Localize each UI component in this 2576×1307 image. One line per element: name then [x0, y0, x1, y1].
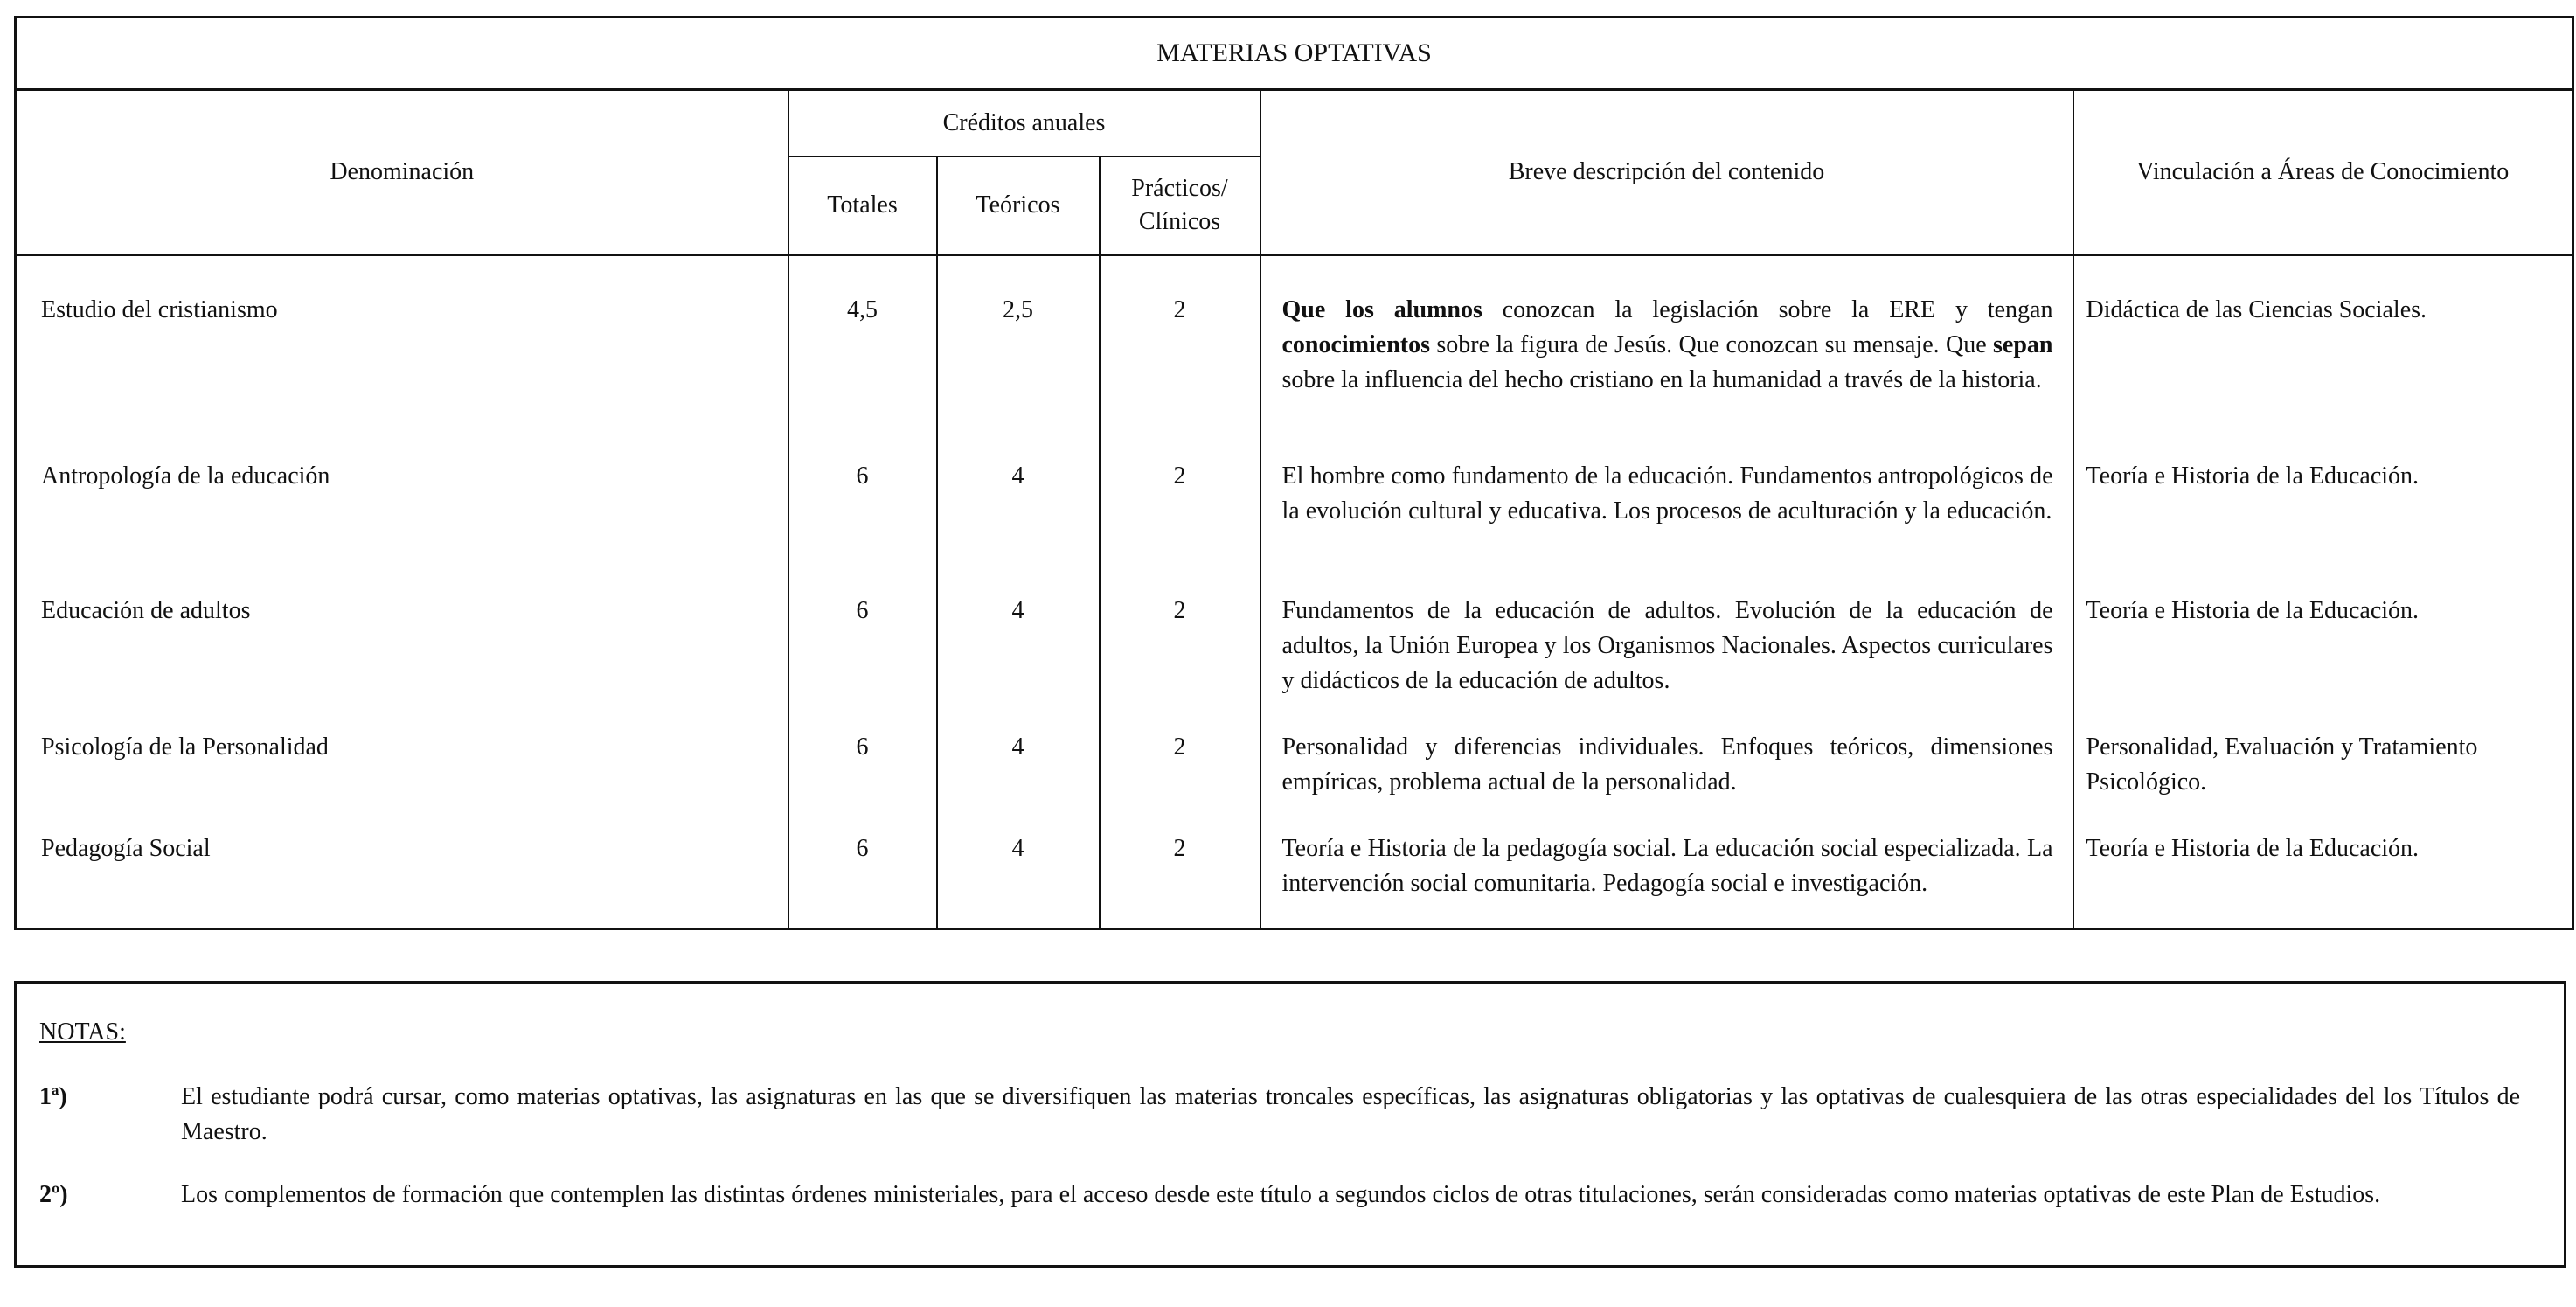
- credits-totales: 6: [788, 699, 937, 800]
- note-text: El estudiante podrá cursar, como materias optativas, las asignaturas en las que se diversifiquen las materias troncales específicas, las asignaturas obligatorias y las optativas de cualesquiera de las otras especialidades del los Títulos de Maestro.: [181, 1083, 2520, 1145]
- desc-bold-3: sepan: [1993, 330, 2053, 358]
- notes-title: NOTAS:: [39, 1018, 126, 1046]
- table-title: MATERIAS OPTATIVAS: [16, 17, 2573, 90]
- header-creditos-anuales: Créditos anuales: [788, 90, 1260, 157]
- credits-totales: 6: [788, 429, 937, 562]
- note-number: 1ª): [39, 1083, 67, 1110]
- desc-part-1: conozcan la legislación sobre la ERE y tengan: [1482, 295, 2053, 323]
- credits-practicos: 2: [1100, 699, 1260, 800]
- table-row: [16, 429, 2573, 562]
- subject-description: Personalidad y diferencias individuales. Enfoques teóricos, dimensiones empíricas, problema actual de la personalidad.: [1260, 699, 2073, 800]
- knowledge-area: Teoría e Historia de la Educación.: [2073, 800, 2573, 929]
- credits-practicos: 2: [1100, 429, 1260, 562]
- notes-box: [14, 981, 2566, 1268]
- desc-bold-2: conocimientos: [1281, 330, 1431, 358]
- note-item: [39, 1178, 2520, 1213]
- credits-practicos: 2: [1100, 562, 1260, 699]
- credits-teoricos: 4: [937, 429, 1100, 562]
- subject-name: Psicología de la Personalidad: [16, 699, 788, 800]
- subject-name: Educación de adultos: [16, 562, 788, 699]
- desc-part-2: sobre la figura de Jesús. Que conozcan su mensaje. Que: [1430, 330, 1994, 358]
- table-row: [16, 255, 2573, 430]
- desc-bold-1: Que los alumnos: [1281, 295, 1482, 323]
- knowledge-area: Didáctica de las Ciencias Sociales.: [2073, 255, 2573, 430]
- knowledge-area: Teoría e Historia de la Educación.: [2073, 429, 2573, 562]
- credits-practicos: 2: [1100, 800, 1260, 929]
- credits-practicos: 2: [1100, 255, 1260, 430]
- header-practicos-line1: Prácticos/: [1131, 175, 1228, 202]
- note-number: 2º): [39, 1181, 68, 1208]
- credits-teoricos: 2,5: [937, 255, 1100, 430]
- header-descripcion: Breve descripción del contenido: [1260, 90, 2073, 255]
- subject-name: Estudio del cristianismo: [16, 255, 788, 430]
- header-totales: Totales: [788, 156, 937, 255]
- header-vinculacion: Vinculación a Áreas de Conocimiento: [2073, 90, 2573, 255]
- subject-description: Teoría e Historia de la pedagogía social. La educación social especializada. La intervención social comunitaria. Pedagogía social e investigación.: [1260, 800, 2073, 929]
- table-row: [16, 800, 2573, 929]
- table-row: [16, 699, 2573, 800]
- subject-description: El hombre como fundamento de la educación. Fundamentos antropológicos de la evolución cultural y educativa. Los procesos de aculturación y la educación.: [1260, 429, 2073, 562]
- subject-name: Pedagogía Social: [16, 800, 788, 929]
- credits-totales: 6: [788, 562, 937, 699]
- subject-description: [1260, 255, 2073, 430]
- header-denominacion: Denominación: [16, 90, 788, 255]
- header-teoricos: Teóricos: [937, 156, 1100, 255]
- credits-teoricos: 4: [937, 562, 1100, 699]
- table-row: [16, 562, 2573, 699]
- header-practicos-line2: Clínicos: [1138, 208, 1221, 235]
- credits-teoricos: 4: [937, 800, 1100, 929]
- note-item: [39, 1080, 2520, 1150]
- knowledge-area: Teoría e Historia de la Educación.: [2073, 562, 2573, 699]
- header-practicos: [1100, 156, 1260, 255]
- credits-teoricos: 4: [937, 699, 1100, 800]
- subject-name: Antropología de la educación: [16, 429, 788, 562]
- knowledge-area: Personalidad, Evaluación y Tratamiento Psicológico.: [2073, 699, 2573, 800]
- credits-totales: 4,5: [788, 255, 937, 430]
- note-text: Los complementos de formación que contemplen las distintas órdenes ministeriales, para el acceso desde este título a segundos ciclos de otras titulaciones, serán consideradas como materias optativas de este Plan de Estudios.: [181, 1181, 2381, 1208]
- credits-totales: 6: [788, 800, 937, 929]
- optional-subjects-table: [14, 16, 2574, 930]
- desc-part-3: sobre la influencia del hecho cristiano en la humanidad a través de la historia.: [1281, 365, 2042, 393]
- subject-description: Fundamentos de la educación de adultos. Evolución de la educación de adultos, la Unión Europea y los Organismos Nacionales. Aspectos curriculares y didácticos de la educación de adultos.: [1260, 562, 2073, 699]
